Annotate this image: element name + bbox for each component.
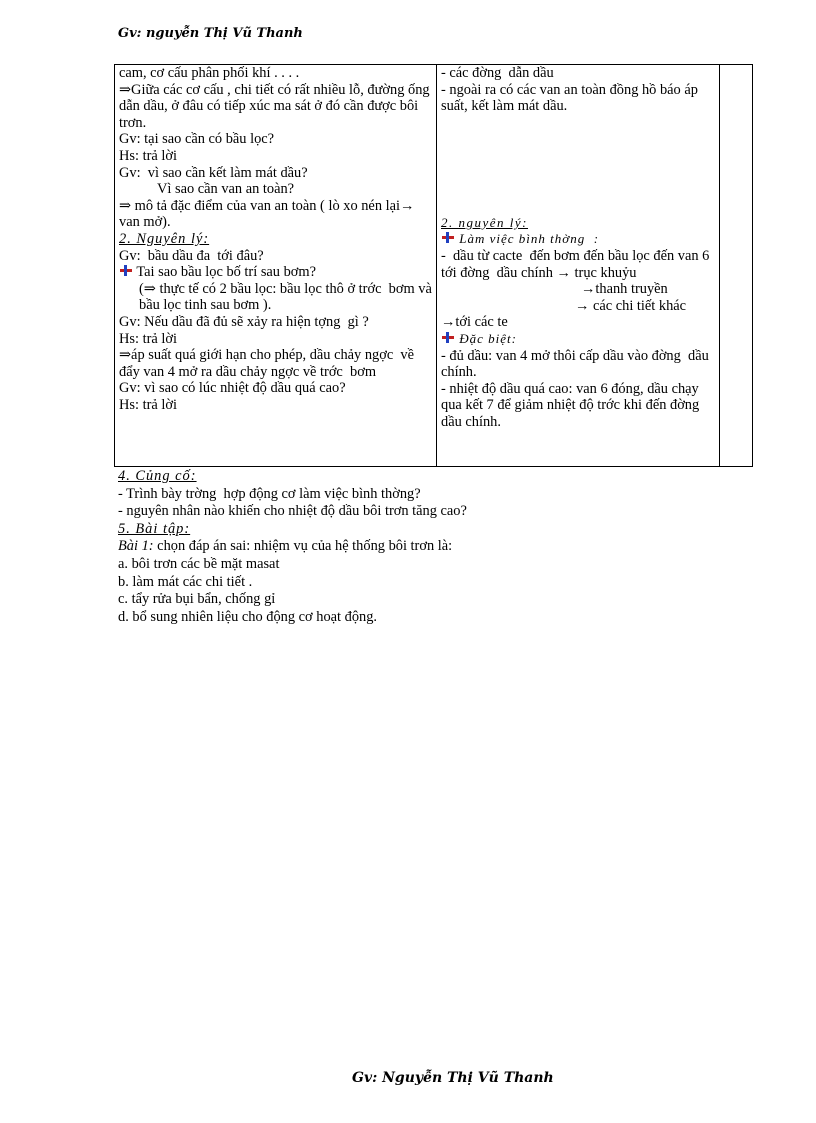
bullet-text: Làm việc bình thờng : bbox=[455, 231, 600, 247]
section-heading: 2. Nguyên lý: bbox=[119, 230, 210, 247]
bullet-text: Đặc biệt: bbox=[455, 330, 517, 346]
lesson-table bbox=[114, 64, 753, 467]
section-heading: 5. Bài tập: bbox=[118, 520, 191, 537]
text-line: Hs: trả lời bbox=[119, 396, 177, 413]
section-heading: 2. nguyên lý: bbox=[441, 214, 529, 230]
text-line bbox=[118, 538, 758, 556]
text-line: Vì sao cần van an toàn? bbox=[157, 181, 295, 198]
answer-option: c. tẩy rửa bụi bẩn, chống gỉ bbox=[118, 591, 276, 608]
answer-option: b. làm mát các chi tiết . bbox=[118, 573, 253, 590]
text-line: Gv: Nếu dầu đã đủ sẽ xảy ra hiện tợng gì ? bbox=[119, 313, 369, 330]
text-line: - ngoài ra có các van an toàn đồng hồ báo áp suất, kết làm mát dầu. bbox=[441, 81, 702, 115]
text-line: Gv: vì sao cần kết làm mát dầu? bbox=[119, 164, 308, 181]
text-line: →thanh truyền bbox=[581, 281, 668, 298]
section-heading: 4. Củng cố: bbox=[118, 468, 197, 484]
bullet-icon bbox=[441, 332, 455, 344]
text-line: Gv: vì sao có lúc nhiệt độ dầu quá cao? bbox=[119, 380, 346, 397]
text-line: Hs: trả lời bbox=[119, 330, 177, 347]
bullet-text: Tai sao bầu lọc bố trí sau bơm? bbox=[133, 264, 316, 281]
table-row bbox=[115, 65, 753, 467]
text-line: - nguyên nhân nào khiến cho nhiệt độ dầu bôi trơn tăng cao? bbox=[118, 503, 467, 520]
text-line: - nhiệt độ dầu quá cao: van 6 đóng, dầu chạy qua kết 7 để giảm nhiệt độ trớc khi đến đờng dầu chính. bbox=[441, 380, 707, 430]
text-line bbox=[441, 231, 715, 248]
text-line: ⇒Giữa các cơ cấu , chi tiết có rất nhiều lỗ, đường ống dẫn dầu, ở đâu có tiếp xúc ma sát ở đó cần được bôi trơn. bbox=[119, 81, 434, 131]
text-line: ⇒áp suất quá giới hạn cho phép, dầu chảy ngợc về đẩy van 4 mở ra dầu chảy ngợc về trớc bơm bbox=[119, 347, 418, 380]
text-line: - các đờng dẫn dầu bbox=[441, 65, 554, 81]
text-line: (⇒ thực tế có 2 bầu lọc: bầu lọc thô ở trớc bơm và bầu lọc tinh sau bơm ). bbox=[139, 280, 436, 314]
spacer bbox=[441, 115, 715, 215]
page-header: Gv: nguyễn Thị Vũ Thanh bbox=[118, 26, 303, 41]
text-line: - dầu từ cacte đến bơm đến bầu lọc đến van 6 tới đờng dầu chính → trục khuỷu bbox=[441, 247, 713, 281]
teacher-activity-cell bbox=[115, 65, 437, 467]
text-line bbox=[119, 264, 432, 281]
bullet-icon bbox=[441, 232, 455, 244]
answer-option: d. bổ sung nhiên liệu cho động cơ hoạt động. bbox=[118, 608, 378, 625]
exercise-label: Bài 1: bbox=[118, 538, 154, 555]
text-line: cam, cơ cấu phân phối khí . . . . bbox=[119, 65, 300, 81]
lesson-summary bbox=[118, 468, 758, 626]
page-footer: Gv: Nguyễn Thị Vũ Thanh bbox=[352, 1070, 554, 1086]
text-line bbox=[441, 331, 715, 348]
text-line: Hs: trả lời bbox=[119, 147, 177, 164]
text-line: - đủ dầu: van 4 mở thôi cấp dầu vào đờng dầu chính. bbox=[441, 347, 713, 381]
text-line: Gv: tại sao cần có bầu lọc? bbox=[119, 131, 275, 148]
text-line: ⇒ mô tả đặc điểm của van an toàn ( lò xo nén lại→ van mở). bbox=[119, 197, 418, 231]
answer-option: a. bôi trơn các bề mặt masat bbox=[118, 555, 280, 572]
text-line: →tới các te bbox=[441, 314, 508, 331]
text-line: → các chi tiết khác bbox=[575, 297, 687, 314]
text-line: - Trình bày trờng hợp động cơ làm việc bình thờng? bbox=[118, 485, 421, 502]
student-content-cell bbox=[437, 65, 720, 467]
text-line: Gv: bầu dầu đa tới đâu? bbox=[119, 247, 264, 264]
empty-cell bbox=[720, 65, 753, 467]
bullet-icon bbox=[119, 265, 133, 277]
exercise-text: chọn đáp án sai: nhiệm vụ của hệ thống bôi trơn là: bbox=[153, 538, 453, 555]
